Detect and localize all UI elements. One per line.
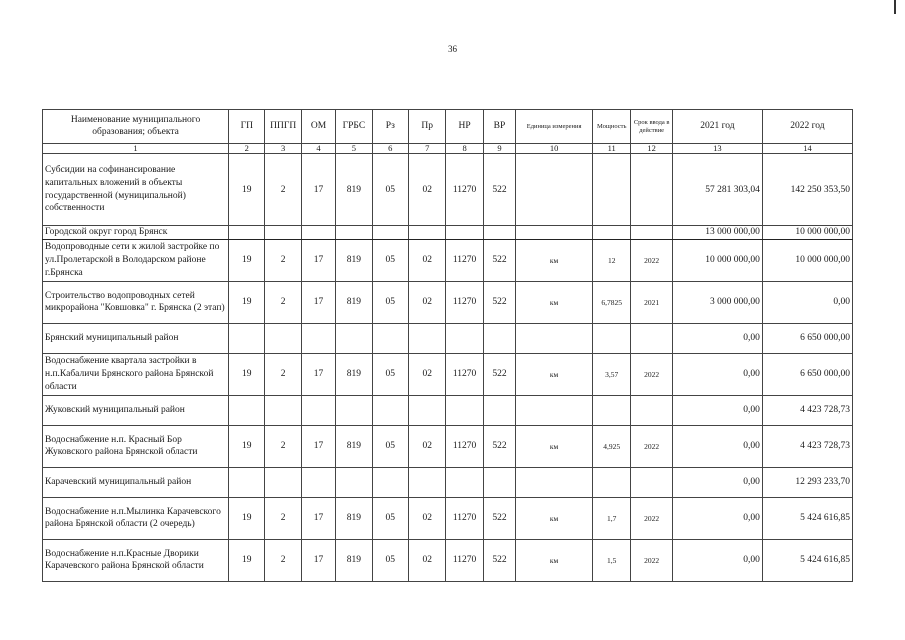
amount-2022-cell: 142 250 353,50 — [762, 154, 852, 226]
column-number: 4 — [301, 144, 335, 154]
capacity-cell: 1,7 — [593, 497, 631, 539]
ppgp-cell: 2 — [265, 353, 301, 395]
unit-cell — [516, 323, 593, 353]
ppgp-cell: 2 — [265, 425, 301, 467]
term-cell: 2021 — [631, 281, 672, 323]
amount-2022-cell: 4 423 728,73 — [762, 425, 852, 467]
header-grbs: ГРБС — [336, 110, 372, 144]
header-name: Наименование муниципального образования; объекта — [43, 110, 229, 144]
header-2021: 2021 год — [672, 110, 762, 144]
term-cell: 2022 — [631, 239, 672, 281]
header-vr: ВР — [483, 110, 515, 144]
term-cell — [631, 395, 672, 425]
amount-2021-cell: 13 000 000,00 — [672, 226, 762, 240]
row-name-cell: Водоснабжение н.п.Мылинка Карачевского района Брянской области (2 очередь) — [43, 497, 229, 539]
om-cell: 17 — [301, 539, 335, 581]
capacity-cell — [593, 395, 631, 425]
amount-2021-cell: 0,00 — [672, 497, 762, 539]
om-cell — [301, 323, 335, 353]
nr-cell: 11270 — [446, 425, 483, 467]
nr-cell: 11270 — [446, 353, 483, 395]
vr-cell: 522 — [483, 154, 515, 226]
amount-2021-cell: 0,00 — [672, 395, 762, 425]
nr-cell — [446, 323, 483, 353]
pr-cell — [409, 395, 446, 425]
gp-cell — [229, 323, 265, 353]
rz-cell: 05 — [372, 154, 408, 226]
amount-2021-cell: 3 000 000,00 — [672, 281, 762, 323]
gp-cell: 19 — [229, 239, 265, 281]
pr-cell: 02 — [409, 353, 446, 395]
header-capacity: Мощность — [593, 110, 631, 144]
ppgp-cell — [265, 323, 301, 353]
gp-cell: 19 — [229, 353, 265, 395]
om-cell: 17 — [301, 353, 335, 395]
table-row — [43, 154, 853, 226]
grbs-cell: 819 — [336, 497, 372, 539]
nr-cell: 11270 — [446, 281, 483, 323]
table-row — [43, 395, 853, 425]
table-row — [43, 281, 853, 323]
grbs-cell — [336, 395, 372, 425]
nr-cell — [446, 395, 483, 425]
amount-2022-cell: 6 650 000,00 — [762, 353, 852, 395]
amount-2022-cell: 4 423 728,73 — [762, 395, 852, 425]
table-row — [43, 323, 853, 353]
nr-cell — [446, 467, 483, 497]
ppgp-cell — [265, 226, 301, 240]
pr-cell — [409, 226, 446, 240]
nr-cell: 11270 — [446, 154, 483, 226]
om-cell: 17 — [301, 497, 335, 539]
row-name-cell: Брянский муниципальный район — [43, 323, 229, 353]
om-cell — [301, 467, 335, 497]
ppgp-cell: 2 — [265, 539, 301, 581]
rz-cell — [372, 395, 408, 425]
pr-cell: 02 — [409, 239, 446, 281]
unit-cell: км — [516, 497, 593, 539]
ppgp-cell: 2 — [265, 239, 301, 281]
amount-2022-cell: 10 000 000,00 — [762, 239, 852, 281]
column-number: 2 — [229, 144, 265, 154]
ppgp-cell — [265, 467, 301, 497]
unit-cell: км — [516, 539, 593, 581]
amount-2021-cell: 0,00 — [672, 425, 762, 467]
column-number: 10 — [516, 144, 593, 154]
gp-cell: 19 — [229, 425, 265, 467]
rz-cell: 05 — [372, 353, 408, 395]
pr-cell — [409, 467, 446, 497]
table-row — [43, 226, 853, 240]
grbs-cell: 819 — [336, 239, 372, 281]
column-number: 9 — [483, 144, 515, 154]
column-number: 11 — [593, 144, 631, 154]
row-name-cell: Субсидии на софинансирование капитальных вложений в объекты государственной (муниципальной) собственности — [43, 154, 229, 226]
vr-cell — [483, 323, 515, 353]
pr-cell: 02 — [409, 497, 446, 539]
table-row — [43, 467, 853, 497]
rz-cell — [372, 323, 408, 353]
term-cell — [631, 154, 672, 226]
unit-cell — [516, 395, 593, 425]
gp-cell — [229, 467, 265, 497]
grbs-cell: 819 — [336, 539, 372, 581]
gp-cell — [229, 395, 265, 425]
grbs-cell — [336, 467, 372, 497]
om-cell: 17 — [301, 239, 335, 281]
amount-2021-cell: 0,00 — [672, 467, 762, 497]
om-cell — [301, 226, 335, 240]
column-number: 6 — [372, 144, 408, 154]
pr-cell: 02 — [409, 425, 446, 467]
capacity-cell: 1,5 — [593, 539, 631, 581]
unit-cell — [516, 467, 593, 497]
row-name-cell: Строительство водопроводных сетей микрорайона "Ковшовка" г. Брянска (2 этап) — [43, 281, 229, 323]
term-cell — [631, 226, 672, 240]
row-name-cell: Городской округ город Брянск — [43, 226, 229, 240]
row-name-cell: Водопроводные сети к жилой застройке по ул.Пролетарской в Володарском районе г.Брянска — [43, 239, 229, 281]
capacity-cell — [593, 154, 631, 226]
column-number: 1 — [43, 144, 229, 154]
amount-2021-cell: 0,00 — [672, 353, 762, 395]
amount-2022-cell: 6 650 000,00 — [762, 323, 852, 353]
vr-cell: 522 — [483, 539, 515, 581]
header-om: ОМ — [301, 110, 335, 144]
pr-cell — [409, 323, 446, 353]
amount-2022-cell: 0,00 — [762, 281, 852, 323]
gp-cell: 19 — [229, 281, 265, 323]
om-cell: 17 — [301, 425, 335, 467]
amount-2022-cell: 12 293 233,70 — [762, 467, 852, 497]
rz-cell — [372, 226, 408, 240]
nr-cell: 11270 — [446, 497, 483, 539]
nr-cell: 11270 — [446, 239, 483, 281]
ppgp-cell — [265, 395, 301, 425]
row-name-cell: Водоснабжение н.п.Красные Дворики Карачевского района Брянской области — [43, 539, 229, 581]
om-cell: 17 — [301, 281, 335, 323]
amount-2021-cell: 10 000 000,00 — [672, 239, 762, 281]
gp-cell: 19 — [229, 154, 265, 226]
ppgp-cell: 2 — [265, 154, 301, 226]
capacity-cell — [593, 226, 631, 240]
unit-cell: км — [516, 425, 593, 467]
column-number: 7 — [409, 144, 446, 154]
pr-cell: 02 — [409, 154, 446, 226]
row-name-cell: Водоснабжение квартала застройки в н.п.Кабаличи Брянского района Брянской области — [43, 353, 229, 395]
table-row — [43, 425, 853, 467]
capacity-cell: 6,7825 — [593, 281, 631, 323]
gp-cell — [229, 226, 265, 240]
rz-cell: 05 — [372, 425, 408, 467]
page-edge-mark — [894, 0, 896, 14]
unit-cell — [516, 154, 593, 226]
vr-cell — [483, 395, 515, 425]
term-cell: 2022 — [631, 539, 672, 581]
vr-cell — [483, 226, 515, 240]
om-cell: 17 — [301, 154, 335, 226]
capacity-cell: 12 — [593, 239, 631, 281]
vr-cell: 522 — [483, 425, 515, 467]
row-name-cell: Водоснабжение н.п. Красный Бор Жуковского района Брянской области — [43, 425, 229, 467]
header-ppgp: ППГП — [265, 110, 301, 144]
amount-2021-cell: 57 281 303,04 — [672, 154, 762, 226]
unit-cell: км — [516, 281, 593, 323]
header-pr: Пр — [409, 110, 446, 144]
capacity-cell: 4,925 — [593, 425, 631, 467]
grbs-cell: 819 — [336, 281, 372, 323]
rz-cell — [372, 467, 408, 497]
vr-cell: 522 — [483, 497, 515, 539]
page-number: 36 — [448, 44, 457, 54]
amount-2022-cell: 5 424 616,85 — [762, 539, 852, 581]
term-cell: 2022 — [631, 353, 672, 395]
table-row — [43, 497, 853, 539]
rz-cell: 05 — [372, 239, 408, 281]
column-number: 12 — [631, 144, 672, 154]
grbs-cell: 819 — [336, 425, 372, 467]
capacity-cell: 3,57 — [593, 353, 631, 395]
row-name-cell: Карачевский муниципальный район — [43, 467, 229, 497]
amount-2021-cell: 0,00 — [672, 539, 762, 581]
header-2022: 2022 год — [762, 110, 852, 144]
table-row — [43, 239, 853, 281]
header-term: Срок ввода в действие — [631, 110, 672, 144]
rz-cell: 05 — [372, 497, 408, 539]
vr-cell: 522 — [483, 239, 515, 281]
capacity-cell — [593, 323, 631, 353]
header-unit: Единица измерения — [516, 110, 593, 144]
gp-cell: 19 — [229, 539, 265, 581]
row-name-cell: Жуковский муниципальный район — [43, 395, 229, 425]
table-body — [43, 154, 853, 582]
budget-table — [42, 109, 853, 582]
gp-cell: 19 — [229, 497, 265, 539]
header-gp: ГП — [229, 110, 265, 144]
term-cell — [631, 323, 672, 353]
amount-2021-cell: 0,00 — [672, 323, 762, 353]
grbs-cell — [336, 226, 372, 240]
unit-cell: км — [516, 353, 593, 395]
pr-cell: 02 — [409, 539, 446, 581]
grbs-cell: 819 — [336, 154, 372, 226]
column-number: 14 — [762, 144, 852, 154]
pr-cell: 02 — [409, 281, 446, 323]
vr-cell: 522 — [483, 281, 515, 323]
column-number: 13 — [672, 144, 762, 154]
capacity-cell — [593, 467, 631, 497]
table-row — [43, 353, 853, 395]
unit-cell: км — [516, 239, 593, 281]
nr-cell: 11270 — [446, 539, 483, 581]
amount-2022-cell: 5 424 616,85 — [762, 497, 852, 539]
term-cell: 2022 — [631, 425, 672, 467]
header-nr: НР — [446, 110, 483, 144]
om-cell — [301, 395, 335, 425]
vr-cell — [483, 467, 515, 497]
nr-cell — [446, 226, 483, 240]
grbs-cell — [336, 323, 372, 353]
table-row — [43, 539, 853, 581]
column-number: 3 — [265, 144, 301, 154]
unit-cell — [516, 226, 593, 240]
vr-cell: 522 — [483, 353, 515, 395]
rz-cell: 05 — [372, 281, 408, 323]
column-number: 5 — [336, 144, 372, 154]
ppgp-cell: 2 — [265, 497, 301, 539]
rz-cell: 05 — [372, 539, 408, 581]
term-cell — [631, 467, 672, 497]
term-cell: 2022 — [631, 497, 672, 539]
column-number-row — [43, 144, 853, 154]
ppgp-cell: 2 — [265, 281, 301, 323]
column-number: 8 — [446, 144, 483, 154]
amount-2022-cell: 10 000 000,00 — [762, 226, 852, 240]
header-row — [43, 110, 853, 144]
header-rz: Рз — [372, 110, 408, 144]
grbs-cell: 819 — [336, 353, 372, 395]
